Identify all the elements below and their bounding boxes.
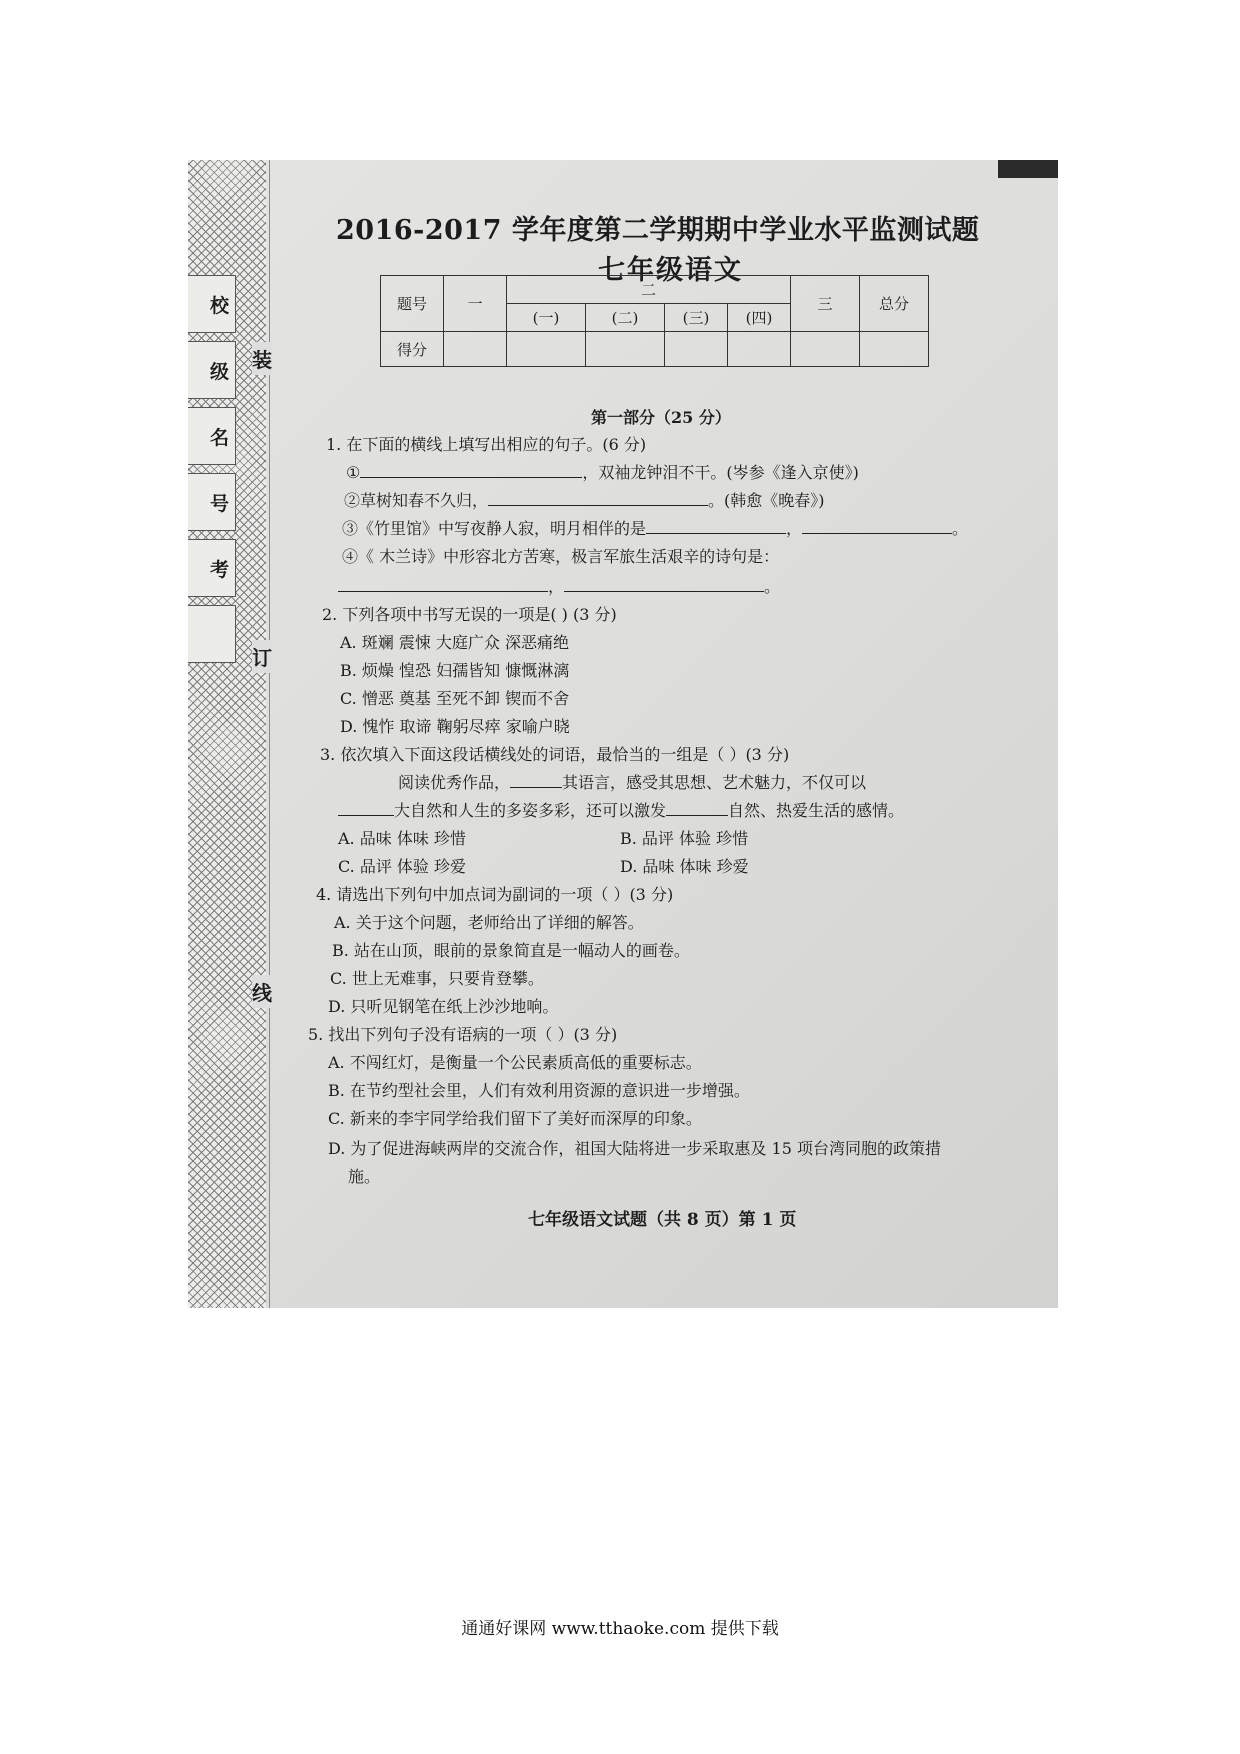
- q1-line3-end: 。: [952, 519, 969, 538]
- q3-p1-pre: 阅读优秀作品，: [398, 773, 511, 792]
- q1-blank[interactable]: [564, 577, 764, 592]
- score-cell[interactable]: [586, 332, 665, 367]
- score-table-score-label: 得分: [381, 332, 444, 367]
- score-table-sub-3: (三): [665, 304, 728, 332]
- q4-option-d[interactable]: D. 只听见钢笔在纸上沙沙地响。: [328, 997, 559, 1016]
- score-table-col-one: 一: [444, 276, 507, 332]
- q5-option-a[interactable]: A. 不闯红灯，是衡量一个公民素质高低的重要标志。: [328, 1053, 702, 1072]
- score-table-col-two: 二: [507, 276, 791, 304]
- q5-option-d[interactable]: D. 为了促进海峡两岸的交流合作，祖国大陆将进一步采取惠及 15 项台湾同胞的政策措: [328, 1139, 941, 1158]
- q1-line3: [342, 516, 968, 539]
- q3-p1-post: 其语言，感受其思想、艺术魅力，不仅可以: [562, 773, 867, 792]
- q3-passage-line2: [338, 798, 904, 821]
- q3-option-d[interactable]: D. 品味 体味 珍爱: [620, 857, 749, 876]
- q1-line1-post: ，双袖龙钟泪不干。(岑参《逢入京使》): [582, 463, 859, 482]
- q1-line3-mid: ，: [786, 519, 803, 538]
- q1-line5-mid: ，: [548, 577, 565, 596]
- score-table-col-three: 三: [791, 276, 860, 332]
- q1-line1-pre: ①: [346, 463, 361, 482]
- exam-photo: [188, 160, 1058, 1308]
- q1-line3-pre: ③《竹里馆》中写夜静人寂，明月相伴的是: [342, 519, 647, 538]
- q1-blank[interactable]: [802, 519, 952, 534]
- info-box-blank: [188, 605, 236, 663]
- q3-blank[interactable]: [666, 801, 728, 816]
- binding-char-zhuang: 装: [252, 342, 272, 375]
- student-info-boxes: [188, 275, 236, 671]
- score-cell[interactable]: [728, 332, 791, 367]
- q3-passage-line1: [398, 770, 866, 793]
- q5-stem: 5. 找出下列句子没有语病的一项（ ）(3 分): [308, 1025, 618, 1044]
- binding-char-ding: 订: [252, 640, 272, 673]
- q5-option-c[interactable]: C. 新来的李宇同学给我们留下了美好而深厚的印象。: [328, 1109, 702, 1128]
- q3-option-c[interactable]: C. 品评 体验 珍爱: [338, 857, 467, 876]
- info-box-name: 名: [188, 407, 236, 465]
- score-cell[interactable]: [791, 332, 860, 367]
- score-table-sub-1: (一): [507, 304, 586, 332]
- binding-strip: [188, 160, 266, 1308]
- q3-option-a[interactable]: A. 品味 体味 珍惜: [338, 829, 466, 848]
- q2-option-c[interactable]: C. 憎恶 奠基 至死不卸 锲而不舍: [340, 689, 570, 708]
- q2-option-b[interactable]: B. 烦燥 惶恐 妇孺皆知 慷慨淋漓: [340, 661, 570, 680]
- q1-blank[interactable]: [646, 519, 786, 534]
- q1-blank[interactable]: [338, 577, 548, 592]
- q3-option-b[interactable]: B. 品评 体验 珍惜: [620, 829, 749, 848]
- score-table-sub-4: (四): [728, 304, 791, 332]
- score-table: [380, 275, 929, 367]
- q4-option-c[interactable]: C. 世上无难事，只要肯登攀。: [330, 969, 544, 988]
- q1-line1: [346, 460, 859, 483]
- info-box-school: 校: [188, 275, 236, 333]
- exam-title: 2016-2017 学年度第二学期期中学业水平监测试题: [336, 215, 980, 246]
- score-table-header-label: 题号: [381, 276, 444, 332]
- q1-line4: ④《 木兰诗》中形容北方苦寒，极言军旅生活艰辛的诗句是：: [342, 547, 780, 566]
- q3-blank[interactable]: [510, 773, 562, 788]
- score-cell[interactable]: [507, 332, 586, 367]
- info-box-number: 号: [188, 473, 236, 531]
- score-cell[interactable]: [665, 332, 728, 367]
- q1-line2-post: 。(韩愈《晚春》): [708, 491, 825, 510]
- score-cell[interactable]: [860, 332, 929, 367]
- q2-option-a[interactable]: A. 斑斓 震悚 大庭广众 深恶痛绝: [340, 633, 569, 652]
- section-heading: 第一部分（25 分）: [591, 408, 731, 427]
- q1-blank[interactable]: [488, 491, 708, 506]
- q1-blank[interactable]: [360, 463, 582, 478]
- score-cell[interactable]: [444, 332, 507, 367]
- binding-line: [269, 160, 270, 1308]
- q5-option-d-continued: 施。: [348, 1167, 381, 1186]
- info-box-exam: 考: [188, 539, 236, 597]
- q3-p2-mid: 大自然和人生的多姿多彩，还可以激发: [394, 801, 667, 820]
- q5-option-b[interactable]: B. 在节约型社会里，人们有效利用资源的意识进一步增强。: [328, 1081, 750, 1100]
- q3-stem: 3. 依次填入下面这段话横线处的词语，最恰当的一组是（ ）(3 分): [320, 745, 790, 764]
- q1-line2: [344, 488, 825, 511]
- score-table-col-total: 总分: [860, 276, 929, 332]
- q1-stem: 1. 在下面的横线上填写出相应的句子。(6 分): [326, 435, 647, 454]
- q1-line2-pre: ②草树知春不久归，: [344, 491, 489, 510]
- q4-option-b[interactable]: B. 站在山顶，眼前的景象简直是一幅动人的画卷。: [332, 941, 690, 960]
- q4-option-a[interactable]: A. 关于这个问题，老师给出了详细的解答。: [334, 913, 644, 932]
- photo-background-corner: [998, 160, 1058, 178]
- page-footer: 七年级语文试题（共 8 页）第 1 页: [528, 1210, 797, 1230]
- binding-char-xian: 线: [252, 975, 272, 1008]
- q2-stem: 2. 下列各项中书写无误的一项是( ) (3 分): [322, 605, 617, 624]
- q1-line5: [338, 574, 780, 597]
- q2-option-d[interactable]: D. 愧怍 取谛 鞠躬尽瘁 家喻户晓: [340, 717, 570, 736]
- score-table-sub-2: (二): [586, 304, 665, 332]
- info-box-class: 级: [188, 341, 236, 399]
- q3-blank[interactable]: [338, 801, 394, 816]
- q1-line5-end: 。: [764, 577, 781, 596]
- q3-p2-end: 自然、热爱生活的感情。: [728, 801, 905, 820]
- exam-subtitle: 七年级语文: [598, 255, 743, 286]
- q4-stem: 4. 请选出下列句中加点词为副词的一项（ ）(3 分): [316, 885, 674, 904]
- download-credit: 通通好课网 www.tthaoke.com 提供下载: [461, 1619, 779, 1639]
